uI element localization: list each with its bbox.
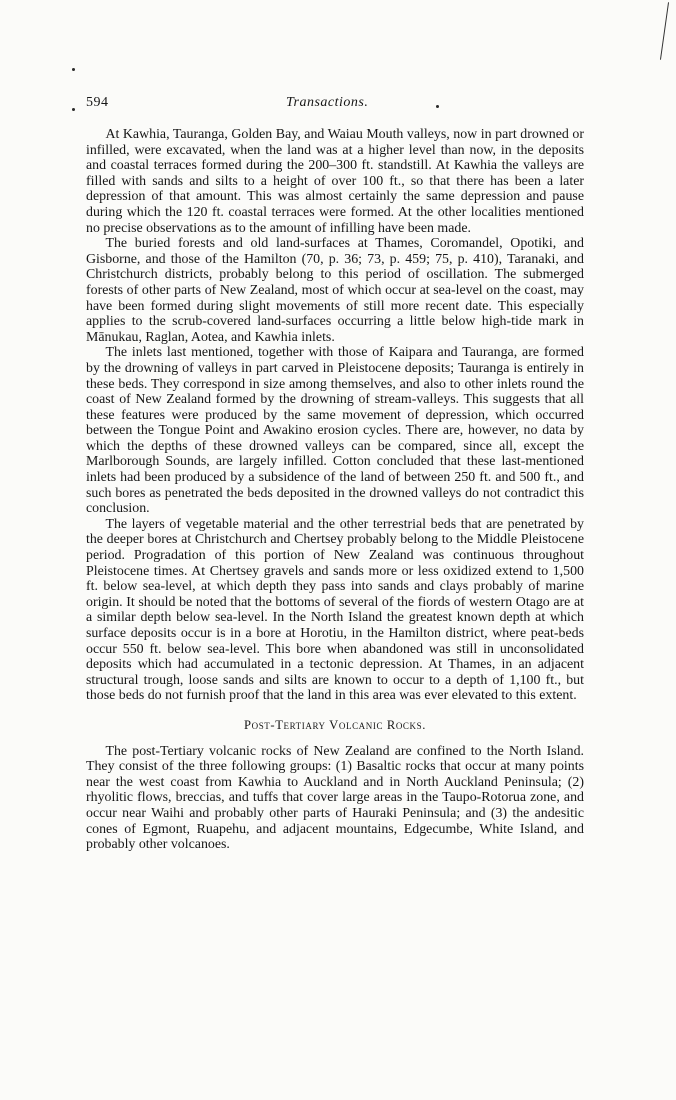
paragraph: The buried forests and old land-surfaces at Thames, Coromandel, Opotiki, and Gisborne, and those of the Hamilton (70, p. 36; 73, p. 459; 75, p. 410), Taranaki, and Christchurch districts, probably belong to this period of oscillation. The submerged forests of other parts of New Zealand, most of which occur at sea-level on the coast, may have been formed during slight movements of still more recent date. This especially applies to the scrub-covered land-surfaces occurring a little below high-tide mark in Mānukau, Raglan, Aotea, and Kawhia inlets. xyxy=(86,236,584,345)
paragraph: The layers of vegetable material and the other terrestrial beds that are penetrated by the deeper bores at Christchurch and Chertsey probably belong to the Middle Pleistocene period. Progradation of this portion of New Zealand was continuous throughout Pleistocene times. At Chertsey gravels and sands more or less oxidized extend to 1,500 ft. below sea-level, at which depth they pass into sands and clays probably of marine origin. It should be noted that the bottoms of several of the fiords of western Otago are at a similar depth below sea-level. In the North Island the greatest known depth at which surface deposits occur is in a bore at Horotiu, in the Hamilton district, where peat-beds occur 550 ft. below sea-level. This bore when abandoned was still in unconsolidated deposits which had accumulated in a tectonic depression. At Thames, in an adjacent structural trough, loose sands and silts are known to occur to a depth of 1,100 ft., but those beds do not furnish proof that the land in this area was ever elevated to this extent. xyxy=(86,516,584,704)
paragraph: The inlets last mentioned, together with those of Kaipara and Tauranga, are formed by the drowning of valleys in part carved in Pleistocene deposits; Tauranga is entirely in these beds. They correspond in size among themselves, and also to other inlets round the coast of New Zealand formed by the drowning of stream-valleys. This suggests that all these features were produced by the same movement of depression, which occurred between the Tongue Point and Awakino erosion cycles. There are, however, no data by which the depths of these drowned valleys can be compared, since all, except the Marlborough Sounds, are largely infilled. Cotton concluded that these last-mentioned inlets had been produced by a subsidence of the land of between 250 ft. and 500 ft., and such bores as penetrated the beds deposited in the drowned valleys do not contradict this conclusion. xyxy=(86,345,584,517)
page-number: 594 xyxy=(86,95,109,110)
section-heading: Post-Tertiary Volcanic Rocks. xyxy=(244,717,426,732)
scan-speck xyxy=(72,68,75,71)
scan-edge-mark xyxy=(660,2,669,60)
paragraph: At Kawhia, Tauranga, Golden Bay, and Waiau Mouth valleys, now in part drowned or infilled, were excavated, when the land was at a higher level than now, in the deposits and coastal terraces formed during the 200–300 ft. standstill. At Kawhia the valleys are filled with sands and silts to a height of over 100 ft., so that there has been a later depression of that amount. This was almost certainly the same depression and pause during which the 120 ft. coastal terraces were formed. At the other localities mentioned no precise observations as to the amount of infilling have been made. xyxy=(86,127,584,236)
scan-speck xyxy=(72,108,75,111)
page-header xyxy=(86,95,566,115)
body-text xyxy=(86,127,584,853)
running-title: Transactions. xyxy=(286,95,369,110)
paragraph: The post-Tertiary volcanic rocks of New Zealand are confined to the North Island. They consist of the three following groups: (1) Basaltic rocks that occur at many points near the west coast from Kawhia to Auckland and in North Auckland Peninsula; (2) rhyolitic flows, breccias, and tuffs that cover large areas in the Taupo-Rotorua zone, and occur near Waihi and probably other parts of Hauraki Peninsula; and (3) the andesitic cones of Egmont, Ruapehu, and adjacent mountains, Edgecumbe, White Island, and probably other volcanoes. xyxy=(86,743,584,853)
